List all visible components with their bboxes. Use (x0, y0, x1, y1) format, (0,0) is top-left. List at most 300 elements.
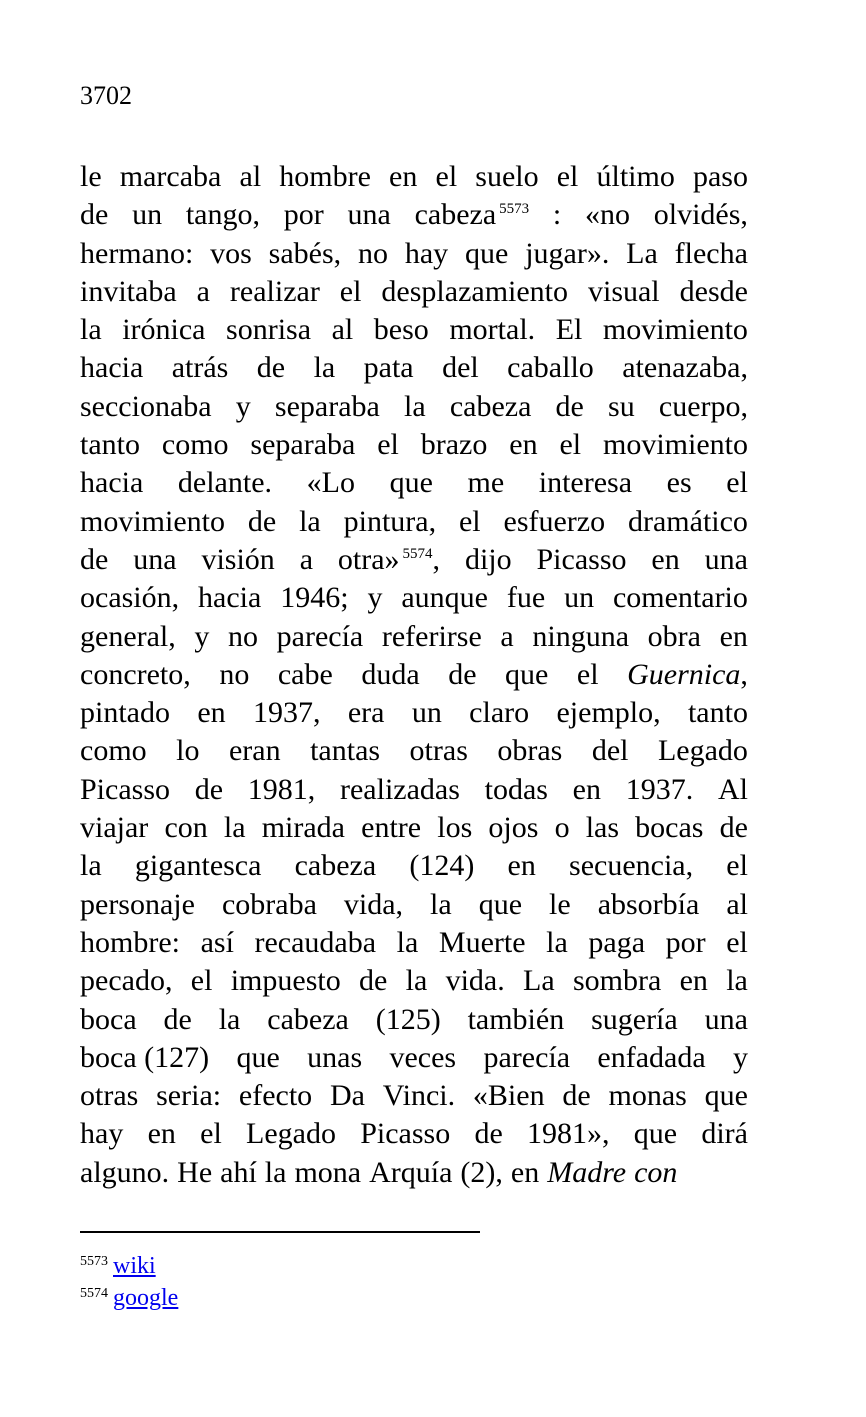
word (626, 235, 658, 273)
word (248, 771, 316, 809)
word-text: esfuerzo (503, 504, 606, 538)
word (527, 1115, 610, 1153)
word-text: cabeza (294, 849, 377, 883)
word (591, 1001, 678, 1039)
word-text: por (665, 925, 706, 959)
word-text: boca (127) (80, 1040, 210, 1074)
word-text: brazo (420, 428, 488, 462)
word-text: Legado (246, 1117, 336, 1151)
word (448, 656, 476, 694)
word (507, 579, 545, 617)
word-text: sonrisa (226, 313, 312, 347)
word-text: claro (469, 696, 530, 730)
text-line (80, 1039, 748, 1077)
word (164, 1001, 192, 1039)
word (588, 924, 645, 962)
word (265, 1154, 287, 1192)
word (253, 694, 321, 732)
word-text: cabeza (449, 389, 532, 423)
word (507, 349, 594, 387)
word (80, 886, 195, 924)
word (705, 1077, 748, 1115)
word-text: Picasso (360, 1117, 451, 1151)
text-line (80, 541, 748, 579)
word (132, 196, 162, 234)
text-line (80, 503, 748, 541)
word (344, 503, 436, 541)
word-text: monas (608, 1079, 687, 1113)
word (556, 388, 584, 426)
word (278, 656, 333, 694)
word-text: las (585, 811, 620, 845)
word (176, 732, 199, 770)
word-text: el (435, 160, 458, 193)
word-text: invitaba (80, 274, 177, 308)
word (547, 1154, 626, 1192)
word-text: viajar (80, 811, 149, 845)
footnotes (80, 1250, 178, 1314)
word-text: que (505, 657, 549, 691)
word-text: cuerpo, (658, 389, 748, 423)
word (588, 273, 660, 311)
word-text: o (554, 811, 570, 845)
text-line (80, 1001, 748, 1039)
word-text: me (467, 466, 505, 500)
word-text: «no (584, 198, 630, 232)
text-line (80, 1154, 748, 1192)
word (559, 426, 581, 464)
word (597, 1039, 705, 1077)
word (705, 1001, 748, 1039)
word-text: al (331, 313, 354, 347)
word-text: fue (506, 581, 546, 615)
text-line (80, 388, 748, 426)
word (374, 311, 429, 349)
word (726, 847, 748, 885)
word-text: obras (497, 734, 563, 768)
word (80, 656, 191, 694)
word (585, 196, 630, 234)
word (80, 426, 140, 464)
word (344, 886, 403, 924)
word-text: hombre (279, 160, 371, 193)
word-text: la (546, 925, 568, 959)
text-line (80, 656, 748, 694)
word-text: dramático (627, 504, 748, 538)
word-text: la (404, 389, 426, 423)
word (705, 541, 748, 579)
word-text: cabeza (414, 198, 497, 232)
word-text: dijo (464, 542, 512, 576)
word (658, 732, 748, 770)
punctuation: , (740, 657, 748, 691)
word-text: en (510, 1155, 540, 1189)
word (222, 886, 317, 924)
word (267, 1001, 349, 1039)
text-line (80, 809, 748, 847)
word-text: que (633, 1117, 678, 1151)
word-text: vida. (445, 964, 505, 998)
word (340, 273, 362, 311)
word (255, 924, 377, 962)
word-text: el (339, 274, 362, 308)
word-text: de (194, 772, 224, 806)
footnote-link-wiki[interactable]: wiki (113, 1253, 156, 1279)
word (332, 311, 354, 349)
word (269, 235, 341, 273)
word-text: y (367, 581, 383, 615)
word-text: es (666, 466, 692, 500)
word-text: realizadas (339, 772, 460, 806)
word (361, 809, 421, 847)
footnote-ref[interactable]: 5573 (499, 201, 530, 218)
word (436, 158, 458, 196)
word-text: una (704, 1002, 748, 1036)
word (80, 618, 176, 656)
word-text: el (576, 657, 599, 691)
text-line (80, 924, 748, 962)
word (469, 694, 529, 732)
word (659, 388, 748, 426)
word (80, 1001, 137, 1039)
word (634, 1115, 677, 1153)
footnote-link-google[interactable]: google (113, 1285, 179, 1311)
text-line (80, 732, 748, 770)
word-text: en (507, 849, 536, 883)
word (80, 196, 108, 234)
body-text (80, 158, 748, 1192)
word-text: no (228, 619, 259, 653)
word-text: impuesto (230, 964, 341, 998)
word (299, 503, 321, 541)
word-text: en (389, 160, 418, 193)
word (688, 694, 748, 732)
word (509, 426, 537, 464)
word (239, 1077, 312, 1115)
word-text: el (726, 849, 748, 883)
word-text: la (223, 811, 246, 845)
text-line (80, 273, 748, 311)
word-text: 1981», (527, 1117, 610, 1151)
word (224, 809, 246, 847)
word (197, 694, 225, 732)
word-text: la (405, 964, 428, 998)
word (573, 962, 661, 1000)
word-text: Vinci. (382, 1079, 456, 1113)
word (80, 311, 102, 349)
word (497, 732, 562, 770)
word (80, 579, 179, 617)
word-text: de (555, 389, 584, 423)
word (654, 196, 748, 234)
word-text: la (726, 964, 748, 998)
word-text: en (719, 619, 748, 653)
word-text: ojos (488, 811, 539, 845)
word-text: que (704, 1079, 748, 1113)
footnote-number: 5574 (80, 1286, 108, 1301)
word (80, 1039, 209, 1077)
word (556, 311, 583, 349)
word-text: de (359, 964, 388, 998)
word-text: eran (228, 734, 281, 768)
word-text: delante. (177, 466, 273, 500)
word (228, 618, 258, 656)
word (675, 235, 748, 273)
text-line (80, 196, 748, 234)
word (338, 541, 440, 579)
punctuation: , (432, 542, 441, 576)
word-text: último (596, 160, 675, 193)
footnote-ref[interactable]: 5574 (402, 545, 433, 562)
word (465, 235, 508, 273)
text-line (80, 158, 748, 196)
word (609, 1077, 687, 1115)
word-text: un (132, 198, 163, 232)
word (474, 1115, 502, 1153)
word-text: la (430, 887, 452, 921)
word (733, 1039, 748, 1077)
word-text: desde (679, 274, 748, 308)
word-text: hay (80, 1117, 124, 1151)
word (314, 349, 336, 387)
word (586, 809, 619, 847)
word (300, 541, 313, 579)
word-text: el (559, 428, 582, 462)
word (537, 541, 627, 579)
word (627, 656, 748, 694)
text-line (80, 235, 748, 273)
word (226, 311, 311, 349)
word-text: visión (201, 542, 275, 576)
word-text: atrás (171, 351, 229, 385)
italic-text: Guernica (627, 657, 741, 691)
word-text: Da (329, 1079, 365, 1113)
word (532, 618, 629, 656)
word-text: le (549, 887, 571, 921)
word (279, 158, 371, 196)
word (80, 962, 172, 1000)
word-text: efecto (238, 1079, 313, 1113)
word (401, 579, 488, 617)
word (340, 771, 460, 809)
word-text: el (726, 925, 748, 959)
footnote-5573 (80, 1250, 178, 1282)
word-text: de (562, 1079, 591, 1113)
word-text: beso (373, 313, 429, 347)
word (666, 924, 706, 962)
word-text: (125) (375, 1002, 441, 1036)
word (680, 273, 748, 311)
word-text: Legado (657, 734, 748, 768)
word-text: secuencia, (569, 849, 694, 883)
word (446, 962, 505, 1000)
word-text: La (626, 236, 658, 270)
word (80, 464, 143, 502)
word-text: hombre: (80, 925, 180, 959)
text-line (80, 847, 748, 885)
word (133, 541, 176, 579)
word-text: realizar (229, 274, 320, 308)
word-text: parecía (276, 619, 364, 653)
word-text: de (448, 657, 477, 691)
text-line (80, 771, 748, 809)
word-text: por (283, 198, 324, 232)
word (122, 311, 205, 349)
word (459, 503, 481, 541)
word (573, 771, 601, 809)
word-text: mirada (261, 811, 345, 845)
word-text: gigantesca (134, 849, 262, 883)
word-text: sabés, (268, 236, 342, 270)
word-text: absorbía (597, 887, 700, 921)
word-text: del (442, 351, 479, 385)
word-text: flecha (674, 236, 748, 270)
word (80, 388, 212, 426)
word (236, 388, 251, 426)
word-text: pecado, (80, 964, 173, 998)
word-text: de (247, 504, 277, 538)
word (546, 924, 568, 962)
word (475, 158, 538, 196)
word (473, 1077, 545, 1115)
word-text: a (196, 274, 210, 308)
word-text: una (704, 542, 748, 576)
word-text: con (164, 811, 208, 845)
word-text: marcaba (119, 160, 222, 193)
word (210, 235, 252, 273)
word (556, 694, 660, 732)
word-text: los (437, 811, 473, 845)
word (277, 618, 364, 656)
word (539, 464, 632, 502)
word (177, 1154, 212, 1192)
word-text: cabeza (267, 1002, 349, 1036)
word (359, 962, 387, 1000)
word (248, 503, 276, 541)
word-text: en (197, 696, 226, 730)
word (680, 962, 708, 1000)
word-text: de (719, 811, 748, 845)
word-text: ahí (220, 1155, 257, 1189)
word (250, 426, 355, 464)
word (358, 235, 388, 273)
word-text: El (555, 313, 583, 347)
word (485, 771, 548, 809)
word (569, 847, 693, 885)
word (367, 579, 382, 617)
text-line (80, 464, 748, 502)
word-text: el (726, 466, 748, 500)
word (635, 809, 703, 847)
word (348, 694, 385, 732)
word-text: y (194, 619, 210, 653)
word-text: movimiento (602, 428, 748, 462)
word-text: la (80, 849, 102, 883)
word (80, 694, 170, 732)
word (262, 809, 345, 847)
word-text: de (80, 542, 109, 576)
word-text: del (591, 734, 629, 768)
word-text: separaba (274, 389, 380, 423)
word (80, 732, 147, 770)
word-text: una (133, 542, 177, 576)
word-text: parecía (483, 1040, 571, 1074)
word (80, 924, 180, 962)
word-text: pata (363, 351, 414, 385)
word-text: alguno. (80, 1155, 170, 1189)
word-text: su (608, 389, 635, 423)
word-text: que (389, 466, 433, 500)
word (376, 1001, 441, 1039)
word (483, 1039, 570, 1077)
word-text: de (474, 1117, 503, 1151)
word-text: vida, (343, 887, 404, 921)
word (191, 962, 213, 1000)
word-text: seccionaba (80, 389, 212, 423)
word-text: ejemplo, (556, 696, 661, 730)
word-text: olvidés, (653, 198, 748, 232)
word-text: caballo (507, 351, 594, 385)
text-line (80, 886, 748, 924)
word (295, 847, 377, 885)
word-text: que (478, 887, 523, 921)
word-text: la (264, 1155, 287, 1189)
word-text: seria: (156, 1079, 222, 1113)
word (310, 732, 380, 770)
word-text: duda (361, 657, 420, 691)
italic-text: con (634, 1155, 678, 1189)
word-text: tanto (687, 696, 748, 730)
word-text: la (80, 313, 102, 347)
word-text: a (299, 542, 314, 576)
word-text: un (564, 581, 595, 615)
word-text: y (733, 1040, 748, 1074)
word-text: vos (210, 236, 252, 270)
word-text: interesa (538, 466, 633, 500)
word-text: veces (389, 1040, 457, 1074)
text-line (80, 311, 748, 349)
word (80, 1077, 138, 1115)
word (198, 579, 261, 617)
word-text: (2), (460, 1155, 503, 1189)
text-line (80, 349, 748, 387)
word (415, 196, 530, 234)
word (421, 426, 488, 464)
word (178, 464, 272, 502)
word-text: pintado (80, 696, 170, 730)
word (360, 1115, 450, 1153)
word-text: ocasión, (80, 581, 180, 615)
word (634, 1154, 677, 1192)
word (80, 847, 102, 885)
word (651, 541, 679, 579)
word (80, 158, 102, 196)
word-text: no (358, 236, 388, 270)
word-text: «Bien (472, 1079, 545, 1113)
word-text: no (219, 657, 250, 691)
word-text: 1946; (280, 581, 349, 615)
footnote-5574 (80, 1282, 178, 1314)
word (555, 809, 570, 847)
word-text: Al (717, 772, 748, 806)
word (361, 656, 419, 694)
word-text: todas (484, 772, 548, 806)
word (148, 1115, 176, 1153)
word (562, 1077, 590, 1115)
word (120, 158, 222, 196)
word (156, 1077, 221, 1115)
word-text: : (552, 198, 562, 232)
